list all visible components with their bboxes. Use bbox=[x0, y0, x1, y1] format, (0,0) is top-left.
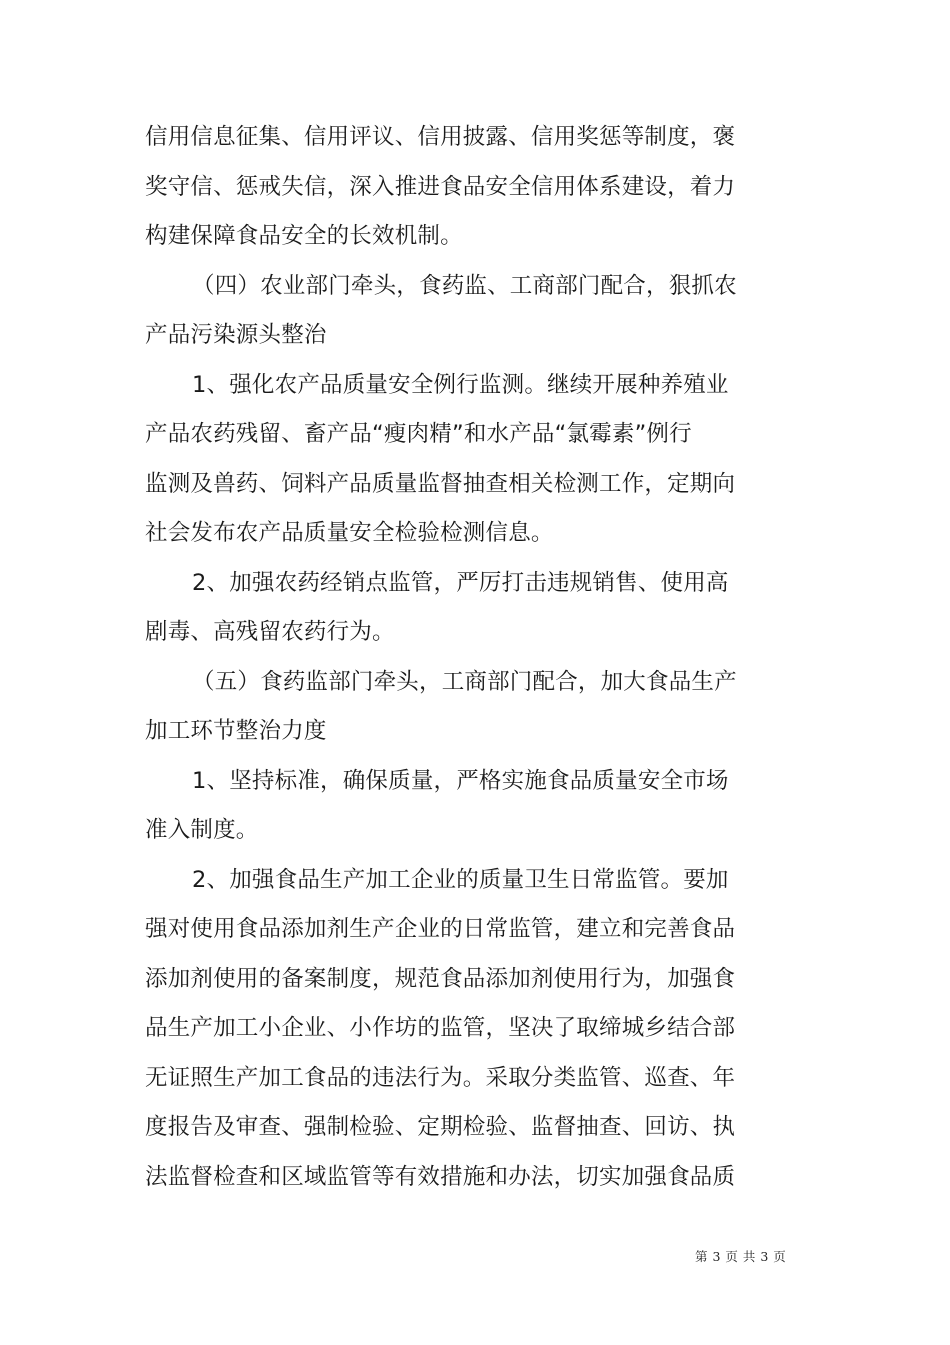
text-line: 信用信息征集、信用评议、信用披露、信用奖惩等制度，褒 bbox=[145, 124, 736, 150]
text-line: 2、加强食品生产加工企业的质量卫生日常监管。要加 bbox=[192, 866, 729, 893]
text-line: 1、强化农产品质量安全例行监测。继续开展种养殖业 bbox=[192, 371, 729, 398]
text-line: 加工环节整治力度 bbox=[145, 718, 327, 744]
text-line: 添加剂使用的备案制度，规范食品添加剂使用行为，加强食 bbox=[145, 965, 736, 992]
text-line: 奖守信、惩戒失信，深入推进食品安全信用体系建设，着力 bbox=[145, 173, 736, 200]
text-line: （五）食药监部门牵头，工商部门配合，加大食品生产 bbox=[192, 668, 737, 695]
text-line: 1、坚持标准，确保质量，严格实施食品质量安全市场 bbox=[192, 767, 729, 794]
text-line: 品生产加工小企业、小作坊的监管，坚决了取缔城乡结合部 bbox=[145, 1015, 736, 1041]
text-line: 准入制度。 bbox=[145, 817, 259, 843]
text-line: 无证照生产加工食品的违法行为。采取分类监管、巡查、年 bbox=[145, 1064, 736, 1091]
text-line: 社会发布农产品质量安全检验检测信息。 bbox=[145, 520, 554, 546]
text-line: 剧毒、高残留农药行为。 bbox=[145, 619, 395, 645]
text-line: 度报告及审查、强制检验、定期检验、监督抽查、回访、执 bbox=[145, 1114, 736, 1140]
body-text bbox=[145, 113, 745, 1202]
text-line: 强对使用食品添加剂生产企业的日常监管，建立和完善食品 bbox=[145, 916, 736, 942]
text-line: 2、加强农药经销点监管，严厉打击违规销售、使用高 bbox=[192, 569, 729, 596]
text-line: 法监督检查和区域监管等有效措施和办法，切实加强食品质 bbox=[145, 1163, 736, 1190]
text-line: （四）农业部门牵头，食药监、工商部门配合，狠抓农 bbox=[192, 272, 737, 299]
text-line: 监测及兽药、饲料产品质量监督抽查相关检测工作，定期向 bbox=[145, 470, 736, 497]
text-line: 构建保障食品安全的长效机制。 bbox=[145, 223, 463, 249]
text-line: 产品污染源头整治 bbox=[145, 322, 327, 348]
text-line: 产品农药残留、畜产品“瘦肉精”和水产品“氯霉素”例行 bbox=[145, 421, 692, 447]
page-number: 第 3 页 共 3 页 bbox=[695, 1249, 786, 1264]
